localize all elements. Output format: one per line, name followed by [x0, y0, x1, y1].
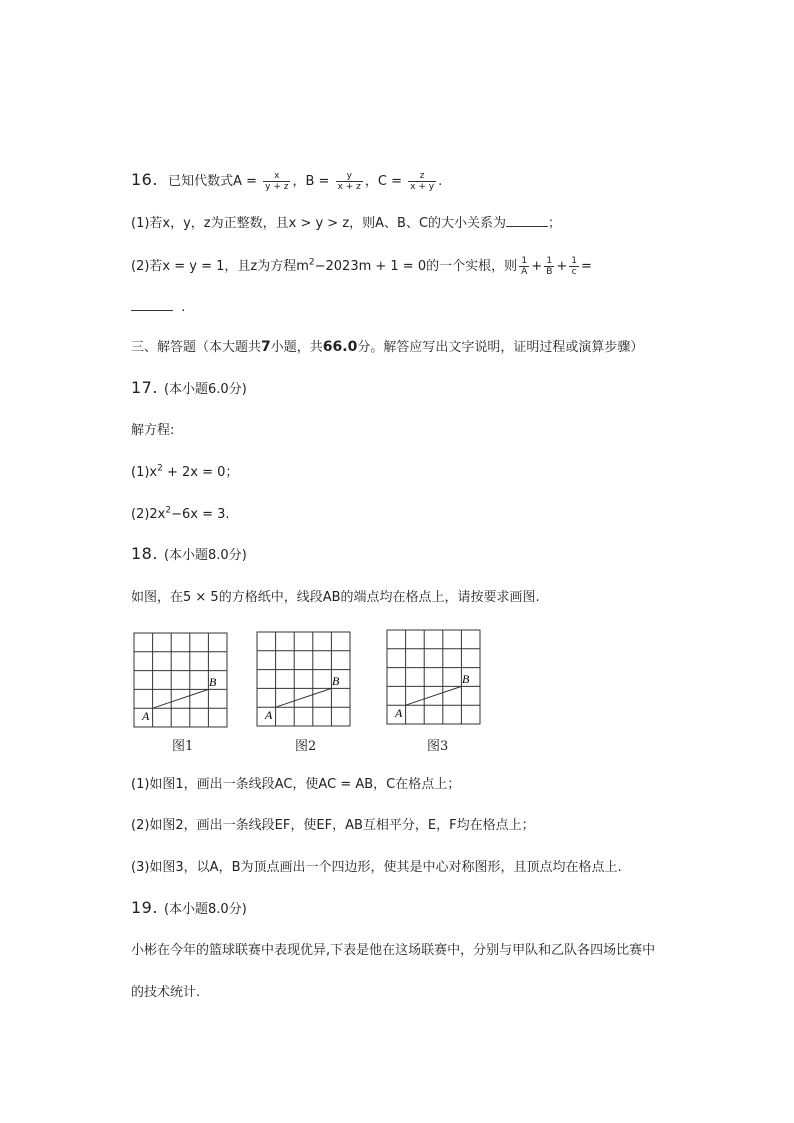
q16-part2-sup: 2: [308, 257, 315, 268]
q17-e2-pre: (2)2x: [131, 507, 166, 522]
q16-part2: [131, 256, 592, 277]
q16-line: [131, 171, 442, 192]
answer-blank-1[interactable]: [506, 214, 548, 227]
point-a-label: A: [142, 709, 150, 723]
q16-part1-tail: ；: [548, 216, 562, 231]
fraction-b-den: x + z: [337, 182, 361, 192]
q16-sep-c: ，C =: [364, 174, 407, 189]
point-a-label: A: [395, 706, 403, 720]
section-count: 7: [261, 339, 271, 355]
fraction-1-over-b: [544, 256, 554, 277]
q18-score: (本小题8.0分): [163, 548, 247, 563]
fraction-c-num: z: [419, 171, 425, 181]
q19-text-line-1: 小彬在今年的篮球联赛中表现优异,下表是他在这场联赛中，分别与甲队和乙队各四场比赛中: [131, 943, 656, 958]
grid-figure-2: [256, 631, 352, 729]
point-b-label: B: [462, 672, 470, 686]
q19-text-line-2: 的技术统计.: [131, 985, 201, 1000]
q19-number: 19.: [131, 898, 158, 917]
fraction-b-num: y: [346, 171, 352, 181]
frac3-num: 1: [571, 256, 578, 266]
fraction-a-den: y + z: [265, 182, 289, 192]
q18-prompt: 如图，在5 × 5的方格纸中，线段AB的端点均在格点上，请按要求画图.: [131, 590, 540, 605]
fraction-1-over-a: [519, 256, 529, 277]
q17-equation-1: [131, 464, 238, 482]
q18-item-3: (3)如图3，以A，B为顶点画出一个四边形，使其是中心对称图形，且顶点均在格点上.: [131, 860, 622, 875]
figure-1-caption: 图1: [172, 739, 194, 754]
q17-e1-pre: (1)x: [131, 465, 158, 480]
grid-figure-3: [386, 629, 482, 727]
q16-part2-tail: .: [181, 300, 186, 315]
q16-part1: [131, 214, 561, 233]
fraction-c-den: x + y: [410, 182, 435, 192]
frac2-den: B: [546, 267, 553, 277]
q19-header: [131, 899, 247, 919]
grid-figure-1: [133, 632, 229, 730]
q16-part2-pre: (2)若x = y = 1，且z为方程m: [131, 259, 309, 274]
plus-1: +: [531, 259, 543, 274]
frac1-den: A: [521, 267, 528, 277]
q17-e1-post: + 2x = 0；: [162, 465, 239, 480]
q18-item-2: (2)如图2，画出一条线段EF，使EF，AB互相平分，E，F均在格点上；: [131, 818, 535, 833]
q17-e2-post: −6x = 3.: [171, 507, 230, 522]
fraction-b: [336, 171, 363, 192]
equals-sign: =: [581, 259, 592, 274]
q16-end: .: [438, 174, 443, 189]
section-heading-post: 分。解答应写出文字说明，证明过程或演算步骤）: [357, 340, 644, 355]
q17-score: (本小题6.0分): [163, 382, 247, 397]
point-b-label: B: [209, 675, 217, 689]
q17-number: 17.: [131, 378, 158, 397]
frac2-num: 1: [546, 256, 553, 266]
segment-ab: [406, 686, 462, 705]
fraction-a: [263, 171, 290, 192]
q16-part1-text: (1)若x，y，z为正整数，且x > y > z，则A、B、C的大小关系为: [131, 216, 507, 231]
section-heading: [131, 338, 643, 357]
figure-3-caption: 图3: [427, 739, 449, 754]
segment-ab: [276, 688, 332, 707]
q19-score: (本小题8.0分): [163, 902, 247, 917]
figure-2-caption: 图2: [295, 739, 317, 754]
q17-header: [131, 379, 247, 399]
plus-2: +: [556, 259, 568, 274]
q18-header: [131, 545, 247, 565]
q16-part2-mid: −2023m + 1 = 0的一个实根，则: [314, 259, 518, 274]
q17-e2-sup: 2: [165, 505, 172, 516]
fraction-c: [408, 171, 436, 192]
q16-sep-b: ，B =: [292, 174, 334, 189]
section-heading-mid: 小题，共: [270, 340, 323, 355]
frac1-num: 1: [521, 256, 528, 266]
segment-ab: [153, 689, 209, 708]
q17-e1-sup: 2: [157, 463, 163, 474]
section-score: 66.0: [322, 339, 358, 355]
section-heading-pre: 三、解答题（本大题共: [131, 340, 262, 355]
q17-equation-2: [131, 506, 230, 524]
q16-part2-answer: [131, 298, 185, 317]
q18-number: 18.: [131, 544, 158, 563]
point-b-label: B: [332, 674, 340, 688]
fraction-1-over-c: [569, 256, 579, 277]
q18-item-1: (1)如图1，画出一条线段AC，使AC = AB，C在格点上；: [131, 777, 461, 792]
q16-intro: 已知代数式A =: [168, 174, 262, 189]
q17-prompt: 解方程:: [131, 423, 175, 438]
q16-number: 16.: [131, 170, 158, 189]
frac3-den: c: [569, 266, 579, 277]
fraction-a-num: x: [274, 171, 280, 181]
answer-blank-2[interactable]: [131, 298, 173, 311]
point-a-label: A: [265, 708, 273, 722]
